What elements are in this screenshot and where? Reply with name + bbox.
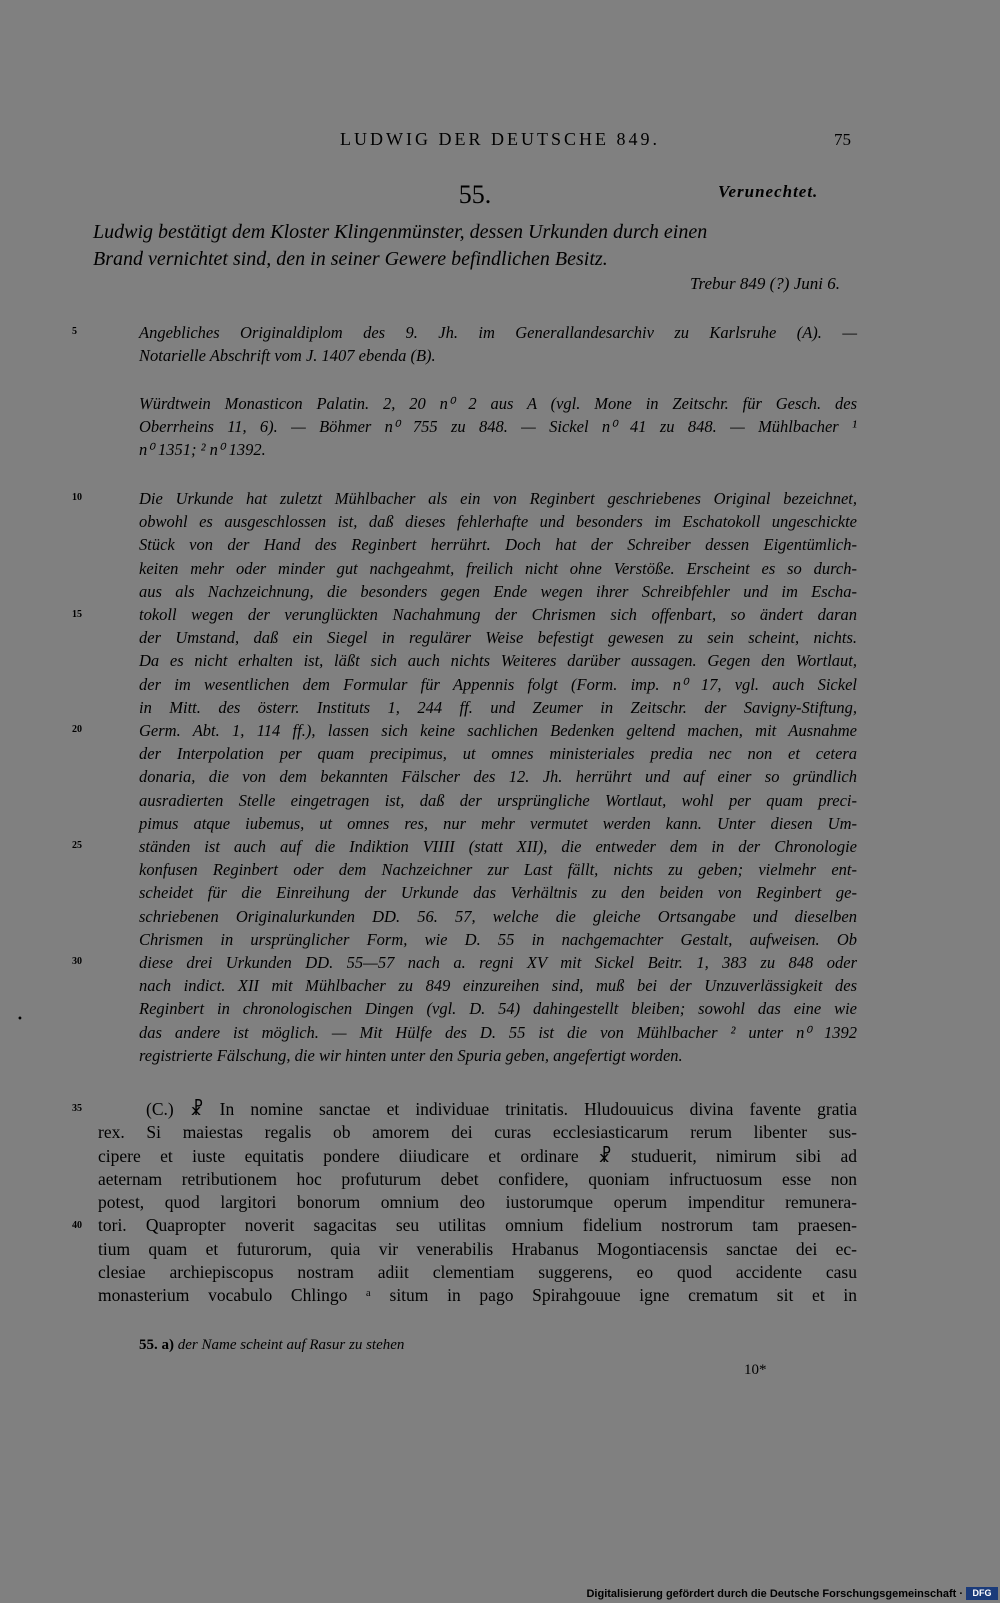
dfg-logo: DFG — [966, 1587, 998, 1600]
charter-line: rex. Si maiestas regalis ob amorem dei curas ecclesiasticarum rerum libenter sus- — [98, 1122, 857, 1143]
commentary-line: Reginbert in chronologischen Dingen (vgl. D. 54) dahingestellt bleiben; sowohl das eine wie — [139, 999, 857, 1019]
footnote-text: der Name scheint auf Rasur zu stehen — [177, 1337, 405, 1353]
commentary-line: tokoll wegen der verunglückten Nachahmung der Chrismen sich offenbart, so ändert daran — [139, 605, 857, 625]
commentary-line: der im wesentlichen dem Formular für Appennis folgt (Form. imp. n⁰ 17, vgl. auch Sickel — [139, 674, 857, 694]
running-head: LUDWIG DER DEUTSCHE 849. — [340, 129, 660, 149]
commentary-line: ausradierten Stelle eingetragen ist, daß der ursprüngliche Wortlaut, wohl per quam preci- — [139, 790, 857, 810]
charter-line: tori. Quapropter noverit sagacitas seu utilitas omnium fidelium nostrorum tam praesen- — [98, 1215, 857, 1236]
line-number-marker: 20 — [72, 724, 82, 735]
commentary-line: der Interpolation per quam precipimus, ut omnes ministeriales predia nec non et cetera — [139, 744, 857, 764]
commentary-line: in Mitt. des österr. Instituts 1, 244 ff. und Zeumer in Zeitschr. der Savigny-Stiftung, — [139, 697, 857, 717]
page-number: 75 — [834, 130, 851, 149]
literature-section — [139, 392, 857, 462]
footnote — [139, 1337, 404, 1354]
tradition-line: Notarielle Abschrift vom J. 1407 ebenda (B). — [139, 346, 436, 366]
digitization-credit: Digitalisierung gefördert durch die Deutsche Forschungsgemeinschaft · — [586, 1588, 963, 1600]
line-number-marker: 35 — [72, 1103, 82, 1114]
commentary-line: diese drei Urkunden DD. 55—57 nach a. regni XV mit Sickel Beitr. 1, 383 zu 848 oder — [139, 953, 857, 973]
commentary-line: scheidet für die Einreihung der Urkunde das Verhältnis zu den beiden von Reginbert ge- — [139, 883, 857, 903]
line-number-marker: 40 — [72, 1220, 82, 1231]
commentary-line: konfusen Reginbert oder dem Nachzeichner zur Last fällt, nichts zu geben; vielmehr ent- — [139, 860, 857, 880]
line-number-marker: 30 — [72, 956, 82, 967]
commentary-line: Germ. Abt. 1, 114 ff.), lassen sich keine sachlichen Bedenken geltend machen, mit Ausnahme — [139, 721, 857, 741]
commentary-line: pimus atque iubemus, ut omnes res, nur mehr vermutet werden kann. Unter diesen Um- — [139, 813, 857, 833]
document-number: 55. — [458, 180, 492, 209]
document-status: Verunechtet. — [718, 182, 819, 201]
regest-line: Brand vernichtet sind, den in seiner Gewere befindlichen Besitz. — [93, 248, 608, 270]
commentary-line: Da es nicht erhalten ist, läßt sich auch nichts Weiteres darüber aussagen. Gegen den Wortlaut, — [139, 651, 857, 671]
commentary-line: das andere ist möglich. — Mit Hülfe des D. 55 ist die von Mühlbacher ² unter n⁰ 1392 — [139, 1022, 857, 1042]
literature-line: Oberrheins 11, 6). — Böhmer n⁰ 755 zu 848. — Sickel n⁰ 41 zu 848. — Mühlbacher ¹ — [139, 417, 857, 437]
commentary-line: Chrismen in ursprünglicher Form, wie D. 55 in nachgemachter Gestalt, aufweisen. Ob — [139, 929, 857, 949]
charter-line: clesiae archiepiscopus nostram adiit clementiam suggerens, eo quod accidente casu — [98, 1262, 857, 1283]
footnote-label: 55. a) — [139, 1337, 174, 1353]
charter-line: monasterium vocabulo Chlingo ᵃ situm in pago Spirahgouue igne crematum sit et in — [98, 1285, 857, 1306]
commentary-line: ständen ist auch auf die Indiktion VIIII (statt XII), die entweder dem in der Chronologie — [139, 837, 857, 857]
commentary-line: keiten mehr oder minder gut nachgeahmt, freilich nicht ohne Verstöße. Erscheint es so durch- — [139, 558, 857, 578]
line-number-marker: 10 — [72, 492, 82, 503]
charter-line: tium quam et futurorum, quia vir venerabilis Hrabanus Mogontiacensis sanctae dei ec- — [98, 1238, 857, 1259]
tradition-line: Angebliches Originaldiplom des 9. Jh. im Generallandesarchiv zu Karlsruhe (A). — — [139, 323, 857, 342]
commentary-line: registrierte Fälschung, die wir hinten unter den Spuria geben, angefertigt worden. — [139, 1045, 683, 1065]
commentary-line: donaria, die von dem bekannten Fälscher des 12. Jh. herrührt und auf einer so gründlich — [139, 767, 857, 787]
margin-dot: • — [17, 1014, 23, 1025]
date-place: Trebur 849 (?) Juni 6. — [689, 274, 840, 293]
commentary-line: Stück von der Hand des Reginbert herrührt. Doch hat der Schreiber dessen Eigentümlich- — [139, 535, 857, 555]
line-number-marker: 25 — [72, 840, 82, 851]
charter-line: potest, quod largitori bonorum omnium deo iustorumque operum impenditur remunera- — [98, 1192, 857, 1213]
literature-line: n⁰ 1351; ² n⁰ 1392. — [139, 440, 266, 460]
charter-line: aeternam retributionem hoc profuturum debet confidere, quoniam infructuosum esse non — [98, 1168, 857, 1189]
commentary-line: nach indict. XII mit Mühlbacher zu 849 einzureihen sind, muß bei der Unzuverlässigkeit des — [139, 976, 857, 996]
regest — [93, 219, 857, 273]
commentary-line: schriebenen Originalurkunden DD. 56. 57, welche die gleiche Ortsangabe und dieselben — [139, 906, 857, 926]
charter-text — [98, 1098, 857, 1308]
line-number-marker: 5 — [72, 326, 77, 337]
signature-mark: 10* — [744, 1362, 767, 1378]
charter-line: (C.) ☧ In nomine sanctae et individuae trinitatis. Hludouuicus divina favente gratia — [146, 1099, 857, 1119]
commentary-section — [139, 487, 857, 1067]
commentary-line: Die Urkunde hat zuletzt Mühlbacher als ein von Reginbert geschriebenes Original bezeichnet, — [139, 489, 857, 508]
commentary-line: aus als Nachzeichnung, die besonders gegen Ende wegen ihrer Schreibfehler und im Escha- — [139, 581, 857, 601]
literature-line: Würdtwein Monasticon Palatin. 2, 20 n⁰ 2 aus A (vgl. Mone in Zeitschr. für Gesch. des — [139, 394, 857, 413]
tradition-section — [139, 321, 857, 367]
commentary-line: obwohl es ausgeschlossen ist, daß dieses fehlerhafte und besonders im Eschatokoll ungeschickte — [139, 512, 857, 532]
commentary-line: der Umstand, daß ein Siegel in regulärer Weise befestigt gewesen zu sein scheint, nichts. — [139, 628, 857, 648]
line-number-marker: 15 — [72, 609, 82, 620]
regest-line: Ludwig bestätigt dem Kloster Klingenmünster, dessen Urkunden durch einen — [93, 221, 708, 243]
charter-line: cipere et iuste equitatis pondere diiudicare et ordinare ☧ studuerit, nimirum sibi ad — [98, 1145, 857, 1166]
